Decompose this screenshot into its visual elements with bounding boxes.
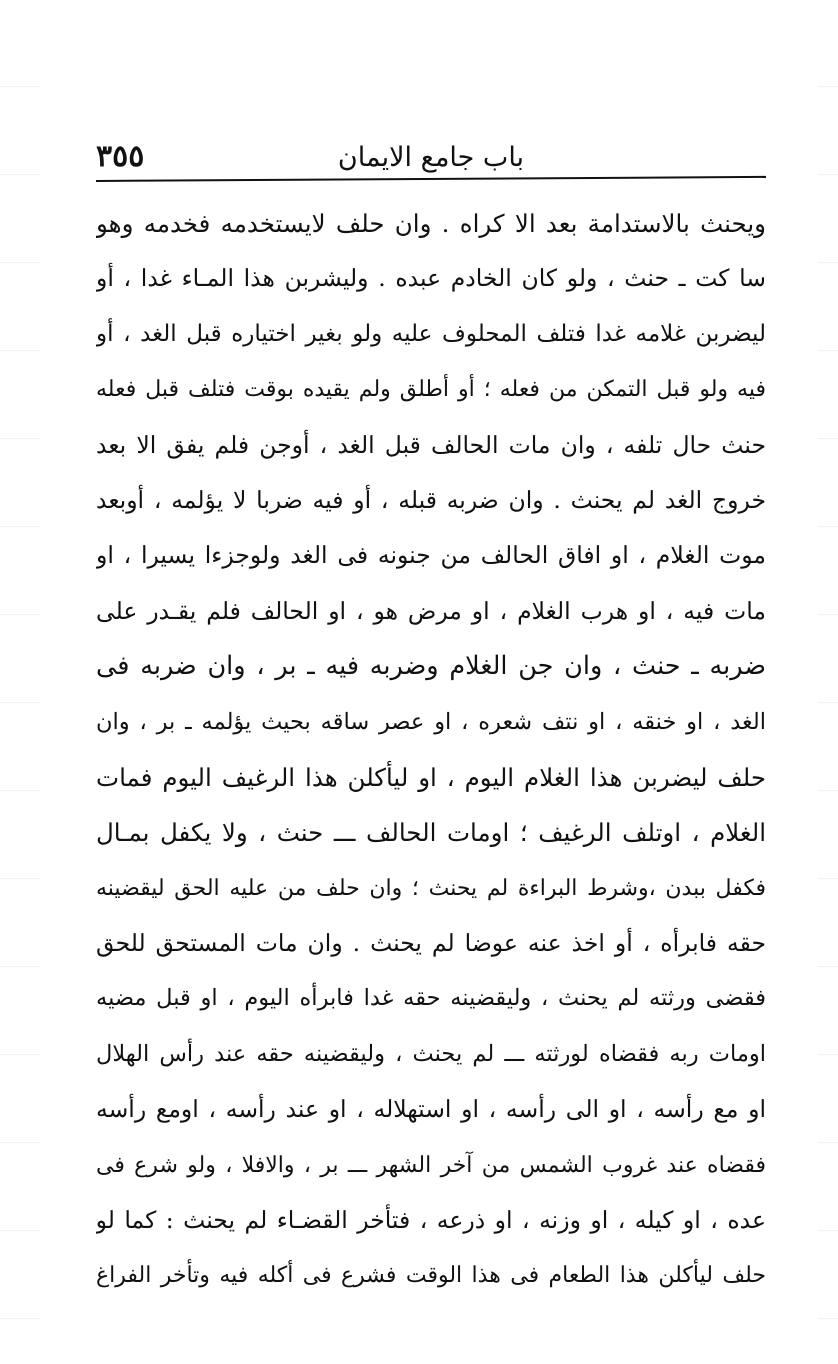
text-line: اومات ربه فقضاه لورثته ـــ لم يحنث ، وليقضينه حقه عند رأس الهلال <box>96 1040 766 1067</box>
scan-margin-artifact-left <box>0 0 40 1364</box>
text-line: ليضربن غلامه غدا فتلف المحلوف عليه ولو بغير اختياره قبل الغد ، أو <box>96 320 766 347</box>
text-line: او مع رأسه ، او الى رأسه ، او استهلاله ، او عند رأسه ، اومع رأسه <box>96 1095 766 1124</box>
text-line: فكفل ببدن ،وشرط البراءة لم يحنث ؛ وان حلف من عليه الحق ليقضينه <box>96 875 766 901</box>
text-line: عده ، او كيله ، او وزنه ، او ذرعه ، فتأخر القضـاء لم يحنث : كما لو <box>96 1206 766 1235</box>
page-number: ٣٥٥ <box>96 139 145 174</box>
running-header <box>96 132 766 182</box>
chapter-title: باب جامع الايمان <box>337 142 525 173</box>
text-line: فقضى ورثته لم يحنث ، وليقضينه حقه غدا فابرأه اليوم ، او قبل مضيه <box>96 985 766 1012</box>
text-line: خروج الغد لم يحنث . وان ضربه قبله ، أو فيه ضربا لا يؤلمه ، أوبعد <box>96 485 766 514</box>
text-line: فيه ولو قبل التمكن من فعله ؛ أو أطلق ولم يقيده بوقت فتلف قبل فعله <box>96 377 766 403</box>
text-line: مات فيه ، او هرب الغلام ، او مرض هو ، او الحالف فلم يقـدر على <box>96 596 766 625</box>
text-line: حلف ليأكلن هذا الطعام فى هذا الوقت فشرع فى أكله فيه وتأخر الفراغ <box>96 1263 766 1289</box>
text-line: ضربه ـ حنث ، وان جن الغلام وضربه فيه ـ بر ، وان ضربه فى <box>96 651 766 682</box>
body-text <box>96 196 766 1304</box>
text-line: حقه فابرأه ، أو اخذ عنه عوضا لم يحنث . وان مات المستحق للحق <box>96 929 766 958</box>
text-line: سا كت ـ حنث ، ولو كان الخادم عبده . وليشربن هذا المـاء غدا ، أو <box>96 264 766 293</box>
text-line: حنث حال تلفه ، وان مات الحالف قبل الغد ، أوجن فلم يفق الا بعد <box>96 430 766 459</box>
text-line: الغلام ، اوتلف الرغيف ؛ اومات الحالف ـــ حنث ، ولا يكفل بمـال <box>96 818 766 848</box>
scan-margin-artifact-right <box>818 0 838 1364</box>
text-line: فقضاه عند غروب الشمس من آخر الشهر ـــ بر ، والافلا ، ولو شرع فى <box>96 1152 766 1178</box>
text-line: الغد ، او خنقه ، او نتف شعره ، او عصر ساقه بحيث يؤلمه ـ بر ، وان <box>96 708 766 735</box>
text-line: ويحنث بالاستدامة بعد الا كراه . وان حلف لايستخدمه فخدمه وهو <box>96 209 766 238</box>
text-line: حلف ليضربن هذا الغلام اليوم ، او ليأكلن هذا الرغيف اليوم فمات <box>96 762 766 792</box>
text-line: موت الغلام ، او افاق الحالف من جنونه فى الغد ولوجزءا يسيرا ، او <box>96 541 766 570</box>
